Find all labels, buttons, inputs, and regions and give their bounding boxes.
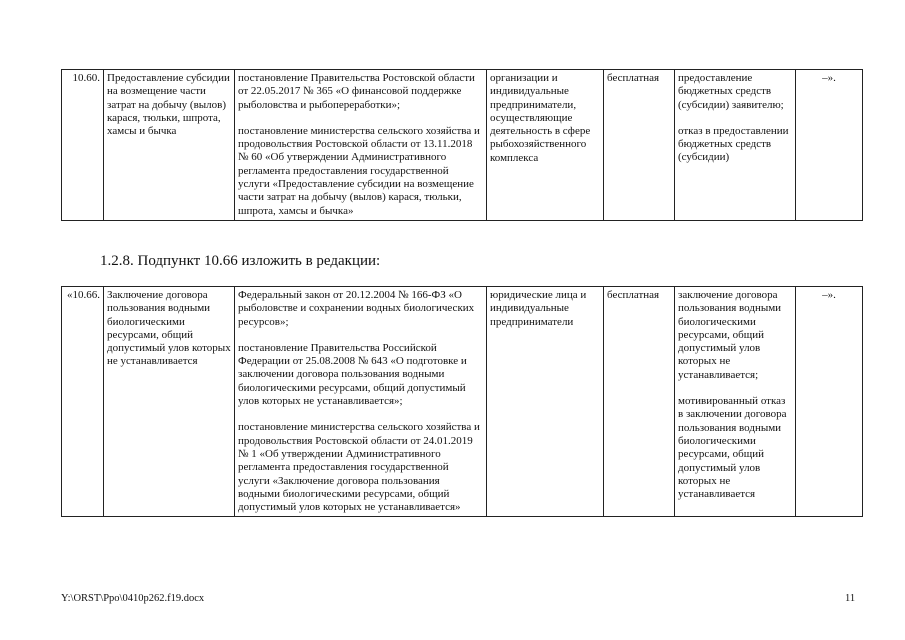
legal-act: постановление министерства сельского хозяйства и продовольствия Ростовской области от 24.01.2019 № 1 «Об утверждении Административного регламента предоставления государственной услуги «Заключение договора пользования водными биологическими ресурсами, общий допустимый улов которых не устанавливается» bbox=[238, 421, 480, 514]
results-cell bbox=[675, 287, 796, 517]
table-row bbox=[62, 70, 863, 221]
footer-file-path: Y:\ORST\Ppo\0410p262.f19.docx bbox=[61, 593, 205, 604]
result: мотивированный отказ в заключении договора пользования водными биологическими ресурсами, общий допустимый улов которых не устанавливается bbox=[678, 395, 787, 501]
services-table-row-10-66 bbox=[61, 286, 863, 517]
legal-acts-cell bbox=[235, 70, 487, 221]
item-number: «10.66. bbox=[62, 287, 104, 517]
result: предоставление бюджетных средств (субсидии) заявителю; bbox=[678, 72, 784, 111]
services-table-row-10-60 bbox=[61, 69, 863, 221]
legal-act: постановление Правительства Ростовской области от 22.05.2017 № 365 «О финансовой поддержке рыболовства и рыбопереработки»; bbox=[238, 72, 475, 111]
row-tail: –». bbox=[796, 70, 863, 221]
item-number: 10.60. bbox=[62, 70, 104, 221]
row-tail: –». bbox=[796, 287, 863, 517]
fee: бесплатная bbox=[604, 287, 675, 517]
legal-acts-cell bbox=[235, 287, 487, 517]
page-number: 11 bbox=[845, 593, 856, 604]
section-heading: 1.2.8. Подпункт 10.66 изложить в редакции: bbox=[100, 253, 381, 269]
applicants: организации и индивидуальные предприниматели, осуществляющие деятельность в сфере рыбохозяйственного комплекса bbox=[487, 70, 604, 221]
legal-act: постановление Правительства Российской Федерации от 25.08.2008 № 643 «О подготовке и заключении договора пользования водными биологическими ресурсами, общий допустимый улов которых не устанавливается»; bbox=[238, 341, 467, 408]
result: отказ в предоставлении бюджетных средств (субсидии) bbox=[678, 124, 789, 164]
result: заключение договора пользования водными биологическими ресурсами, общий допустимый улов которых не устанавливается; bbox=[678, 289, 782, 381]
table-row bbox=[62, 287, 863, 517]
applicants: юридические лица и индивидуальные предприниматели bbox=[487, 287, 604, 517]
legal-act: Федеральный закон от 20.12.2004 № 166-ФЗ «О рыболовстве и сохранении водных биологических ресурсов»; bbox=[238, 289, 475, 328]
results-cell bbox=[675, 70, 796, 221]
legal-act: постановление министерства сельского хозяйства и продовольствия Ростовской области от 13.11.2018 № 60 «Об утверждении Административного регламента предоставления государственной услуги «Предоставление субсидии на возмещение части затрат на добычу (вылов) карася, тюльки, шпрота, хамсы и бычка» bbox=[238, 124, 480, 217]
fee: бесплатная bbox=[604, 70, 675, 221]
service-name: Предоставление субсидии на возмещение части затрат на добычу (вылов) карася, тюльки, шпрота, хамсы и бычка bbox=[104, 70, 235, 221]
service-name: Заключение договора пользования водными биологическими ресурсами, общий допустимый улов которых не устанавливается bbox=[104, 287, 235, 517]
